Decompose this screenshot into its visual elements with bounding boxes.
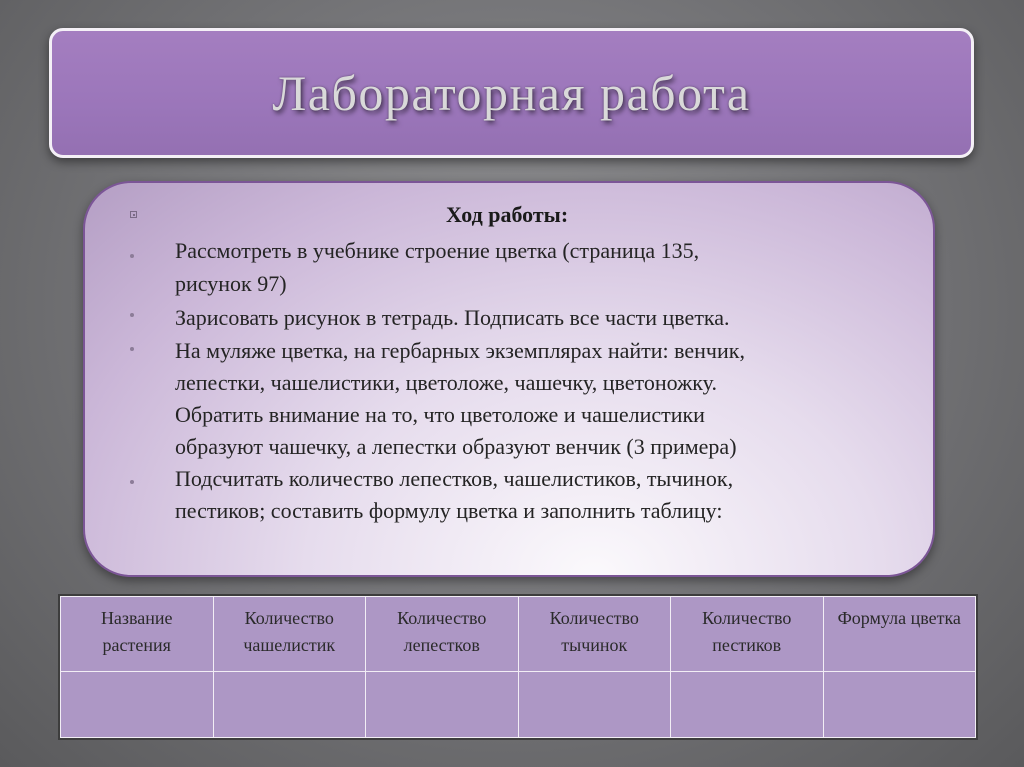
header-cell — [213, 597, 366, 672]
table-cell[interactable] — [366, 672, 519, 738]
bullet-dot-icon — [130, 480, 134, 484]
procedure-line: образуют чашечку, а лепестки образуют венчик (3 примера) — [175, 434, 737, 459]
bullet-dot-icon — [130, 347, 134, 351]
header-cell-line: Количество — [397, 608, 487, 628]
procedure-line: На муляже цветка, на гербарных экземплярах найти: венчик, — [175, 338, 745, 363]
header-cell-line: тычинок — [561, 635, 628, 655]
header-cell-line: растения — [102, 635, 171, 655]
square-bullet-icon — [130, 211, 137, 218]
header-cell — [671, 597, 824, 672]
table-cell[interactable] — [671, 672, 824, 738]
bullet-dot-icon — [130, 254, 134, 258]
table-header-row — [61, 597, 976, 672]
procedure-line: Зарисовать рисунок в тетрадь. Подписать все части цветка. — [175, 305, 730, 330]
header-cell — [61, 597, 214, 672]
header-cell — [518, 597, 671, 672]
procedure-line: Подсчитать количество лепестков, чашелистиков, тычинок, — [175, 466, 734, 491]
table-cell[interactable] — [213, 672, 366, 738]
procedure-line: лепестки, чашелистики, цветоложе, чашечку, цветоножку. — [175, 370, 717, 395]
results-table — [58, 594, 978, 740]
header-cell-line: Формула цветка — [837, 608, 961, 628]
header-cell-line: Количество — [702, 608, 792, 628]
header-cell-line: Количество — [244, 608, 334, 628]
title-banner — [49, 28, 974, 158]
procedure-heading: Ход работы: — [446, 202, 569, 227]
procedure-line: рисунок 97) — [175, 271, 287, 296]
header-cell — [823, 597, 976, 672]
bullet-dot-icon — [130, 313, 134, 317]
table-row — [61, 672, 976, 738]
table-cell[interactable] — [518, 672, 671, 738]
header-cell-line: лепестков — [403, 635, 480, 655]
table-cell[interactable] — [61, 672, 214, 738]
table-cell[interactable] — [823, 672, 976, 738]
procedure-line: Рассмотреть в учебнике строение цветка (страница 135, — [175, 238, 700, 263]
header-cell-line: Название — [100, 608, 173, 628]
header-cell-line: Количество — [549, 608, 639, 628]
procedure-line: Обратить внимание на то, что цветоложе и чашелистики — [175, 402, 705, 427]
header-cell-line: пестиков — [712, 635, 782, 655]
header-cell — [366, 597, 519, 672]
page-title: Лабораторная работа — [272, 65, 751, 121]
procedure-line: пестиков; составить формулу цветка и заполнить таблицу: — [175, 498, 723, 523]
header-cell-line: чашелистик — [243, 635, 336, 655]
